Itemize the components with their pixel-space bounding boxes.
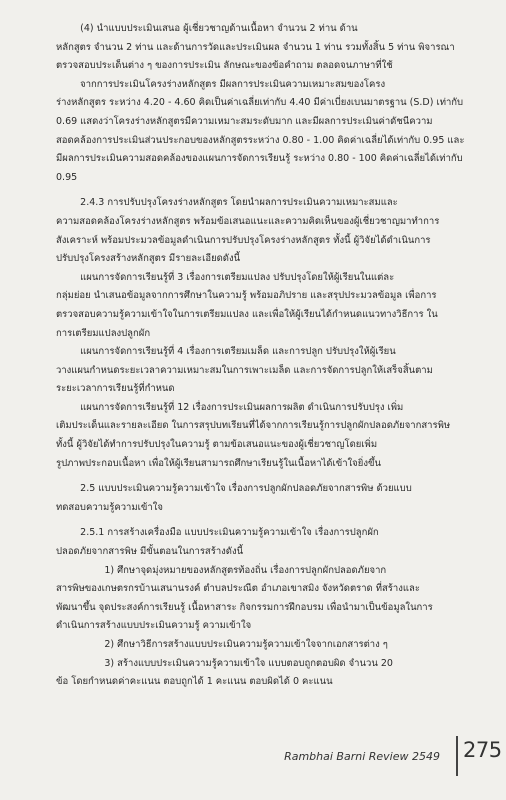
text-line: ทั้งนี้ ผู้วิจัยได้ทำการปรับปรุงในความรู้ ตามข้อเสนอแนะของผู้เชี่ยวชาญโดยเพิ่ม (56, 439, 378, 451)
text-line: ข้อ โดยกำหนดค่าคะแนน ตอบถูกได้ 1 คะแนน ตอบผิดได้ 0 คะแนน (56, 676, 333, 688)
footer-divider (456, 736, 458, 776)
text-line: 2.4.3 การปรับปรุงโครงร่างหลักสูตร โดยนำผลการประเมินความเหมาะสมและ (56, 197, 398, 209)
paragraph (56, 20, 466, 187)
text-line: 0.95 (56, 171, 78, 183)
text-line: ระยะเวลาการเรียนรู้ที่กำหนด (56, 383, 175, 395)
text-line: ปลอดภัยจากสารพิษ มีขั้นตอนในการสร้างดังนี้ (56, 546, 244, 558)
page-number: 275 (463, 738, 502, 762)
text-line: เติมประเด็นและรายละเอียด ในการสรุปบทเรียนที่ได้จากการเรียนรู้การปลูกผักปลอดภัยจากสารพิษ (56, 420, 451, 432)
paragraph (56, 194, 466, 473)
text-line: มีผลการประเมินความสอดคล้องของแผนการจัดการเรียนรู้ ระหว่าง 0.80 - 100 คิดค่าเฉลี่ยได้เท่ากับ (56, 153, 463, 165)
paragraph (56, 524, 466, 691)
text-line: สอดคล้องการประเมินส่วนประกอบของหลักสูตรระหว่าง 0.80 - 1.00 คิดค่าเฉลี่ยได้เท่ากับ 0.95 และ (56, 134, 465, 146)
text-line: พัฒนาขึ้น จุดประสงค์การเรียนรู้ เนื้อหาสาระ กิจกรรมการฝึกอบรม เพื่อนำมาเป็นข้อมูลในการ (56, 601, 433, 613)
text-line: 2.5.1 การสร้างเครื่องมือ แบบประเมินความรู้ความเข้าใจ เรื่องการปลูกผัก (56, 527, 379, 539)
text-line: กลุ่มย่อย นำเสนอข้อมูลจากการศึกษาในความรู้ พร้อมอภิปราย และสรุปประมวลข้อมูล เพื่อการ (56, 290, 437, 302)
text-line: จากการประเมินโครงร่างหลักสูตร มีผลการประเมินความเหมาะสมของโครง (56, 78, 386, 90)
text-line: (4) นำแบบประเมินเสนอ ผู้เชี่ยวชาญด้านเนื้อหา จำนวน 2 ท่าน ด้าน (56, 23, 358, 34)
text-line: แผนการจัดการเรียนรู้ที่ 4 เรื่องการเตรียมเมล็ด และการปลูก ปรับปรุงให้ผู้เรียน (56, 346, 396, 358)
text-line: รูปภาพประกอบเนื้อหา เพื่อให้ผู้เรียนสามารถศึกษาเรียนรู้ในเนื้อหาได้เข้าใจยิ่งขึ้น (56, 457, 381, 469)
journal-title: Rambhai Barni Review 2549 (284, 750, 440, 763)
text-line: ทดสอบความรู้ความเข้าใจ (56, 501, 163, 513)
text-line: ปรับปรุงโครงสร้างหลักสูตร มีรายละเอียดดังนี้ (56, 253, 241, 265)
text-line: 0.69 แสดงว่าโครงร่างหลักสูตรมีความเหมาะสมระดับมาก และมีผลการประเมินค่าดัชนีความ (56, 115, 433, 127)
text-line: หลักสูตร จำนวน 2 ท่าน และด้านการวัดและประเมินผล จำนวน 1 ท่าน รวมทั้งสิ้น 5 ท่าน พิจารณา (56, 41, 455, 53)
text-line: ตรวจสอบประเด็นต่าง ๆ ของการประเมิน ลักษณะของข้อคำถาม ตลอดจนภาษาที่ใช้ (56, 60, 393, 72)
text-line: ร่างหลักสูตร ระหว่าง 4.20 - 4.60 คิดเป็นค่าเฉลี่ยเท่ากับ 4.40 มีค่าเบี่ยงเบนมาตรฐาน (S.D) เท่ากับ (56, 97, 464, 109)
text-line: สังเคราะห์ พร้อมประมวลข้อมูลดำเนินการปรับปรุงโครงร่างหลักสูตร ทั้งนี้ ผู้วิจัยได้ดำเนินการ (56, 234, 431, 246)
text-line: แผนการจัดการเรียนรู้ที่ 12 เรื่องการประเมินผลการผลิต ดำเนินการปรับปรุง เพิ่ม (56, 401, 404, 413)
text-line: การเตรียมแปลงปลูกผัก (56, 327, 151, 339)
text-line: ความสอดคล้องโครงร่างหลักสูตร พร้อมข้อเสนอแนะและความคิดเห็นของผู้เชี่ยวชาญมาทำการ (56, 215, 440, 227)
text-line: ตรวจสอบความรู้ความเข้าใจในการเตรียมแปลง และเพื่อให้ผู้เรียนได้กำหนดแนวทางวิธีการ ใน (56, 308, 438, 320)
paragraph (56, 480, 466, 517)
text-line: 3) สร้างแบบประเมินความรู้ความเข้าใจ แบบตอบถูกตอบผิด จำนวน 20 (56, 657, 393, 669)
text-line: วางแผนกำหนดระยะเวลาความเหมาะสมในการเพาะเมล็ด และการจัดการปลูกให้เสร็จสิ้นตาม (56, 364, 433, 376)
body-text (56, 20, 466, 692)
page-footer (0, 736, 506, 776)
text-line: สารพิษของเกษตรกรบ้านเสนานรงค์ ตำบลประณีต อำเภอเขาสมิง จังหวัดตราด ที่สร้างและ (56, 583, 420, 595)
text-line: 2) ศึกษาวิธีการสร้างแบบประเมินความรู้ความเข้าใจจากเอกสารต่าง ๆ (56, 639, 388, 650)
text-line: 2.5 แบบประเมินความรู้ความเข้าใจ เรื่องการปลูกผักปลอดภัยจากสารพิษ ด้วยแบบ (56, 483, 412, 495)
text-line: 1) ศึกษาจุดมุ่งหมายของหลักสูตรท้องถิ่น เรื่องการปลูกผักปลอดภัยจาก (56, 564, 387, 576)
text-line: ดำเนินการสร้างแบบประเมินความรู้ ความเข้าใจ (56, 620, 252, 632)
text-line: แผนการจัดการเรียนรู้ที่ 3 เรื่องการเตรียมแปลง ปรับปรุงโดยให้ผู้เรียนในแต่ละ (56, 271, 395, 283)
